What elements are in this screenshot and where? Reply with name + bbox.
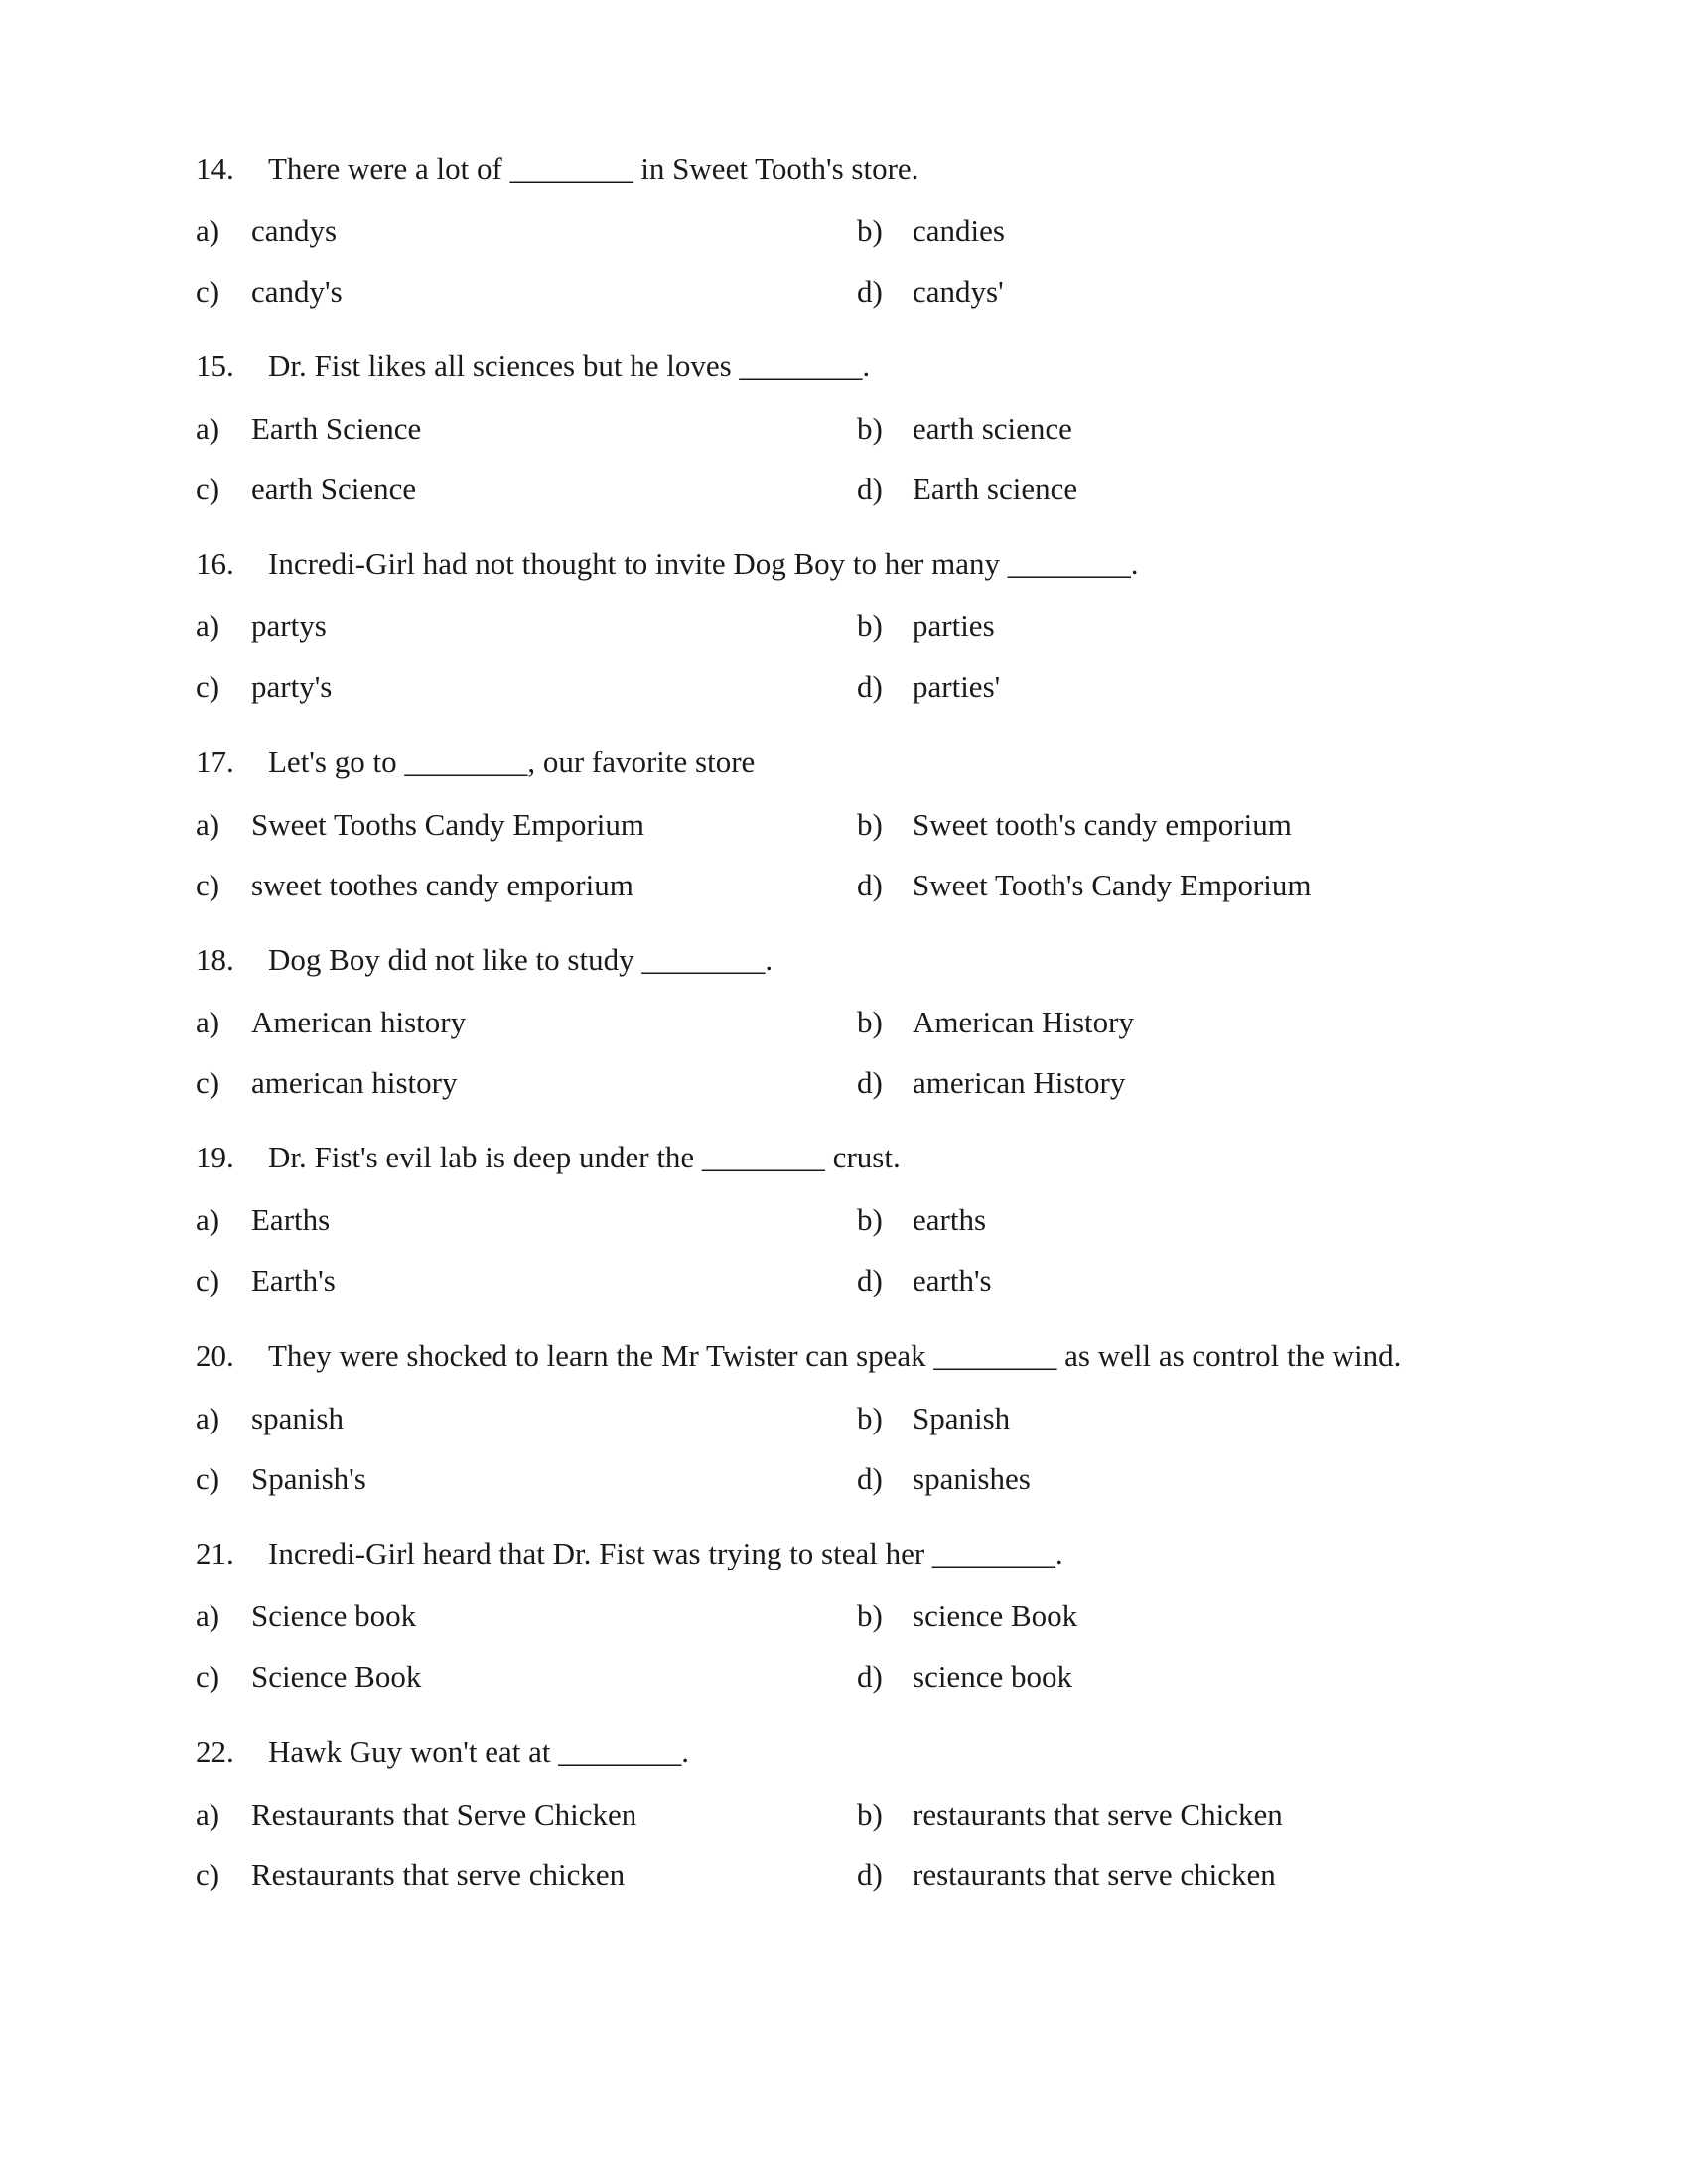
answer-options [196, 607, 1506, 710]
option-letter: a) [196, 1598, 220, 1633]
option-letter: d) [857, 1659, 883, 1694]
option-letter: a) [196, 1202, 220, 1237]
option-letter: a) [196, 609, 220, 643]
question-16 [196, 544, 1506, 710]
option-b [857, 805, 1292, 845]
option-letter: b) [857, 1598, 883, 1633]
answer-options [196, 211, 1506, 315]
option-text: Sweet Tooths Candy Emporium [251, 807, 644, 842]
option-text: science Book [913, 1598, 1078, 1633]
option-letter: d) [857, 669, 883, 704]
question-14 [196, 149, 1506, 315]
option-letter: d) [857, 1065, 883, 1100]
option-letter: a) [196, 411, 220, 446]
option-text: restaurants that serve chicken [913, 1857, 1276, 1892]
option-text: Science Book [251, 1659, 422, 1694]
option-letter: b) [857, 807, 883, 842]
option-a [196, 607, 327, 646]
option-text: restaurants that serve Chicken [913, 1797, 1283, 1832]
option-text: partys [251, 609, 327, 643]
option-letter: a) [196, 1797, 220, 1832]
option-letter: c) [196, 1263, 220, 1297]
option-text: Restaurants that Serve Chicken [251, 1797, 637, 1832]
question-number: 14. [196, 151, 234, 186]
question-19 [196, 1138, 1506, 1303]
option-c [196, 667, 332, 707]
question-stem [196, 1534, 1506, 1573]
option-text: spanishes [913, 1461, 1031, 1496]
option-text: candy's [251, 274, 343, 309]
option-b [857, 1003, 1134, 1042]
answer-options [196, 1003, 1506, 1106]
option-c [196, 1855, 625, 1895]
option-letter: b) [857, 1202, 883, 1237]
question-stem [196, 743, 1506, 782]
option-text: sweet toothes candy emporium [251, 868, 633, 902]
option-d [857, 1855, 1276, 1895]
question-stem [196, 346, 1506, 386]
option-letter: d) [857, 274, 883, 309]
option-a [196, 211, 337, 251]
option-text: american history [251, 1065, 458, 1100]
option-text: candys' [913, 274, 1004, 309]
option-text: Earth's [251, 1263, 336, 1297]
option-text: spanish [251, 1401, 344, 1435]
question-15 [196, 346, 1506, 512]
question-text: Dr. Fist's evil lab is deep under the ________ crust. [268, 1140, 901, 1174]
option-text: earths [913, 1202, 987, 1237]
option-b [857, 1596, 1077, 1636]
option-text: Science book [251, 1598, 417, 1633]
option-a [196, 1200, 330, 1240]
question-text: Dr. Fist likes all sciences but he loves ________. [268, 348, 871, 383]
option-c [196, 1657, 421, 1697]
option-text: parties [913, 609, 995, 643]
question-text: There were a lot of ________ in Sweet Tooth's store. [268, 151, 919, 186]
option-text: candies [913, 213, 1005, 248]
answer-options [196, 1795, 1506, 1898]
option-letter: b) [857, 213, 883, 248]
question-20 [196, 1336, 1506, 1502]
question-stem [196, 1138, 1506, 1177]
option-letter: a) [196, 1005, 220, 1039]
option-letter: c) [196, 1857, 220, 1892]
option-text: Earth Science [251, 411, 422, 446]
option-letter: c) [196, 669, 220, 704]
option-letter: d) [857, 1263, 883, 1297]
option-b [857, 1399, 1010, 1438]
option-c [196, 1261, 336, 1300]
question-text: Incredi-Girl heard that Dr. Fist was trying to steal her ________. [268, 1536, 1063, 1570]
option-d [857, 866, 1312, 905]
option-a [196, 1399, 344, 1438]
option-b [857, 409, 1072, 449]
question-text: Hawk Guy won't eat at ________. [268, 1734, 690, 1769]
question-number: 19. [196, 1140, 234, 1174]
option-text: Sweet Tooth's Candy Emporium [913, 868, 1312, 902]
option-text: science book [913, 1659, 1072, 1694]
option-a [196, 1596, 416, 1636]
question-number: 17. [196, 745, 234, 779]
question-number: 22. [196, 1734, 234, 1769]
option-letter: a) [196, 807, 220, 842]
question-stem [196, 940, 1506, 980]
option-letter: a) [196, 1401, 220, 1435]
option-text: earth science [913, 411, 1072, 446]
option-letter: b) [857, 1005, 883, 1039]
question-stem [196, 149, 1506, 189]
option-letter: d) [857, 472, 883, 506]
option-d [857, 470, 1077, 509]
option-text: Spanish [913, 1401, 1011, 1435]
option-text: Restaurants that serve chicken [251, 1857, 626, 1892]
option-letter: a) [196, 213, 220, 248]
question-number: 16. [196, 546, 234, 581]
option-letter: b) [857, 411, 883, 446]
option-a [196, 805, 644, 845]
option-letter: c) [196, 1659, 220, 1694]
option-text: party's [251, 669, 333, 704]
answer-options [196, 409, 1506, 512]
option-text: candys [251, 213, 338, 248]
option-text: earth's [913, 1263, 992, 1297]
question-text: Incredi-Girl had not thought to invite Dog Boy to her many ________. [268, 546, 1139, 581]
option-c [196, 1063, 457, 1103]
option-d [857, 667, 1000, 707]
option-text: parties' [913, 669, 1001, 704]
option-text: Spanish's [251, 1461, 366, 1496]
option-c [196, 866, 633, 905]
option-text: american History [913, 1065, 1126, 1100]
option-d [857, 1063, 1125, 1103]
option-text: Earth science [913, 472, 1078, 506]
question-number: 20. [196, 1338, 234, 1373]
question-text: Let's go to ________, our favorite store [268, 745, 756, 779]
option-b [857, 607, 995, 646]
option-letter: b) [857, 1401, 883, 1435]
answer-options [196, 1596, 1506, 1700]
question-number: 18. [196, 942, 234, 977]
option-letter: c) [196, 1461, 220, 1496]
option-letter: c) [196, 472, 220, 506]
option-letter: c) [196, 868, 220, 902]
question-number: 21. [196, 1536, 234, 1570]
option-letter: c) [196, 274, 220, 309]
option-text: earth Science [251, 472, 417, 506]
option-a [196, 409, 421, 449]
question-number: 15. [196, 348, 234, 383]
answer-options [196, 1399, 1506, 1502]
option-letter: d) [857, 1461, 883, 1496]
option-b [857, 1795, 1283, 1835]
option-letter: d) [857, 868, 883, 902]
option-a [196, 1795, 636, 1835]
option-text: American history [251, 1005, 467, 1039]
question-17 [196, 743, 1506, 908]
question-text: They were shocked to learn the Mr Twister can speak ________ as well as control the wind. [268, 1338, 1402, 1373]
question-18 [196, 940, 1506, 1106]
option-d [857, 1261, 992, 1300]
option-d [857, 1657, 1072, 1697]
option-letter: d) [857, 1857, 883, 1892]
question-stem [196, 544, 1506, 584]
option-a [196, 1003, 466, 1042]
option-text: Sweet tooth's candy emporium [913, 807, 1292, 842]
option-text: American History [913, 1005, 1134, 1039]
option-letter: c) [196, 1065, 220, 1100]
option-d [857, 1459, 1031, 1499]
option-text: Earths [251, 1202, 331, 1237]
answer-options [196, 1200, 1506, 1303]
option-b [857, 1200, 986, 1240]
question-text: Dog Boy did not like to study ________. [268, 942, 774, 977]
option-c [196, 1459, 366, 1499]
option-c [196, 272, 343, 312]
option-letter: b) [857, 1797, 883, 1832]
question-22 [196, 1732, 1506, 1898]
option-letter: b) [857, 609, 883, 643]
answer-options [196, 805, 1506, 908]
question-21 [196, 1534, 1506, 1700]
question-stem [196, 1336, 1506, 1376]
option-b [857, 211, 1005, 251]
option-c [196, 470, 416, 509]
option-d [857, 272, 1004, 312]
question-stem [196, 1732, 1506, 1772]
